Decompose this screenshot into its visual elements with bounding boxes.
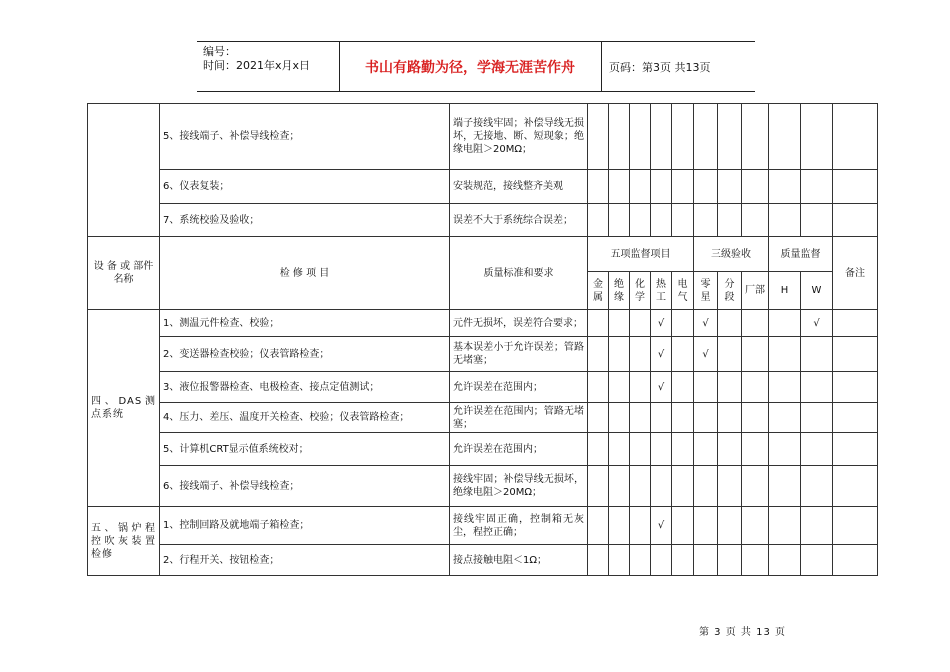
check-cell — [694, 403, 718, 433]
check-cell: √ — [651, 310, 672, 337]
check-cell — [769, 310, 801, 337]
equipment-header: 设 备 或 部件名称 — [88, 237, 160, 310]
subheader-cell: H — [769, 272, 801, 310]
check-cell — [651, 545, 672, 576]
check-cell — [609, 372, 630, 403]
remarks-cell — [833, 204, 878, 237]
check-cell — [742, 170, 769, 204]
standard-cell: 基本误差小于允许误差；管路无堵塞； — [450, 337, 588, 372]
check-cell — [651, 204, 672, 237]
subheader-cell: W — [801, 272, 833, 310]
three-level-header: 三级验收 — [694, 237, 769, 272]
check-cell — [588, 433, 609, 466]
check-cell — [672, 507, 694, 545]
table-row — [88, 403, 878, 433]
check-cell — [694, 433, 718, 466]
remarks-cell — [833, 337, 878, 372]
check-cell — [672, 403, 694, 433]
check-cell — [672, 104, 694, 170]
check-cell — [609, 545, 630, 576]
category-cell-boiler: 五、锅炉程控吹灰装置检修 — [88, 507, 160, 576]
check-cell — [672, 372, 694, 403]
subheader-cell: 化学 — [630, 272, 651, 310]
item-cell: 3、液位报警器检查、电极检查、接点定值测试； — [160, 372, 450, 403]
check-cell — [801, 104, 833, 170]
table-row — [88, 545, 878, 576]
check-cell — [609, 204, 630, 237]
standard-cell: 误差不大于系统综合误差； — [450, 204, 588, 237]
check-cell: √ — [694, 310, 718, 337]
check-cell — [672, 204, 694, 237]
check-cell — [718, 433, 742, 466]
check-cell — [630, 170, 651, 204]
check-cell — [769, 372, 801, 403]
check-cell — [630, 403, 651, 433]
check-cell — [742, 310, 769, 337]
standard-header: 质量标准和要求 — [450, 237, 588, 310]
check-cell — [609, 170, 630, 204]
check-cell — [630, 545, 651, 576]
remarks-cell — [833, 507, 878, 545]
header-divider — [601, 42, 602, 91]
item-cell: 2、行程开关、按钮检查； — [160, 545, 450, 576]
category-cell-das: 四、DAS测点系统 — [88, 310, 160, 507]
subheader-cell: 热工 — [651, 272, 672, 310]
check-cell — [718, 204, 742, 237]
check-cell — [718, 104, 742, 170]
item-cell: 1、测温元件检查、校验； — [160, 310, 450, 337]
header-motto: 书山有路勤为径，学海无涯苦作舟 — [365, 59, 575, 76]
quality-supervision-header: 质量监督 — [769, 237, 833, 272]
check-cell — [588, 204, 609, 237]
check-cell — [672, 337, 694, 372]
check-cell — [742, 466, 769, 507]
check-cell — [588, 507, 609, 545]
check-cell — [588, 104, 609, 170]
item-cell: 6、接线端子、补偿导线检查； — [160, 466, 450, 507]
time-label: 时间：2021年x月x日 — [203, 59, 311, 72]
maintenance-table — [87, 103, 878, 576]
subheader-cell: 绝缘 — [609, 272, 630, 310]
subheader-cell: 零星 — [694, 272, 718, 310]
table-row — [88, 170, 878, 204]
check-cell — [672, 545, 694, 576]
number-label: 编号： — [203, 45, 236, 58]
remarks-cell — [833, 170, 878, 204]
check-cell — [718, 466, 742, 507]
check-cell — [630, 204, 651, 237]
check-cell — [742, 433, 769, 466]
check-cell — [742, 507, 769, 545]
page-code: 页码：第3页 共13页 — [609, 60, 711, 74]
check-cell — [672, 466, 694, 507]
check-cell: √ — [801, 310, 833, 337]
check-cell — [718, 310, 742, 337]
check-cell — [609, 310, 630, 337]
check-cell — [801, 466, 833, 507]
header-row — [88, 237, 878, 272]
table-row — [88, 204, 878, 237]
check-cell: √ — [694, 337, 718, 372]
standard-cell: 允许误差在范围内； — [450, 433, 588, 466]
remarks-cell — [833, 545, 878, 576]
standard-cell: 元件无损坏，误差符合要求； — [450, 310, 588, 337]
check-cell — [588, 310, 609, 337]
item-cell: 6、仪表复装； — [160, 170, 450, 204]
check-cell — [609, 433, 630, 466]
check-cell — [769, 403, 801, 433]
subheader-cell: 电气 — [672, 272, 694, 310]
table-row — [88, 310, 878, 337]
standard-cell: 接线牢固正确，控制箱无灰尘，程控正确； — [450, 507, 588, 545]
check-cell — [694, 507, 718, 545]
check-cell — [801, 507, 833, 545]
check-cell — [630, 310, 651, 337]
check-cell — [718, 507, 742, 545]
check-cell: √ — [651, 337, 672, 372]
check-cell — [588, 337, 609, 372]
check-cell — [694, 466, 718, 507]
subheader-cell: 厂部 — [742, 272, 769, 310]
check-cell — [651, 466, 672, 507]
item-cell: 5、接线端子、补偿导线检查； — [160, 104, 450, 170]
check-cell — [801, 170, 833, 204]
check-cell — [718, 170, 742, 204]
check-cell — [801, 337, 833, 372]
item-cell: 2、变送器检查校验；仪表管路检查； — [160, 337, 450, 372]
standard-cell: 允许误差在范围内； — [450, 372, 588, 403]
check-cell — [694, 545, 718, 576]
check-cell — [651, 170, 672, 204]
table-row — [88, 466, 878, 507]
check-cell — [718, 337, 742, 372]
remarks-cell — [833, 372, 878, 403]
subheader-cell: 金属 — [588, 272, 609, 310]
item-cell: 7、系统校验及验收； — [160, 204, 450, 237]
standard-cell: 接点接触电阻＜1Ω； — [450, 545, 588, 576]
standard-cell: 安装规范，接线整齐美观 — [450, 170, 588, 204]
check-cell — [742, 545, 769, 576]
item-cell: 5、计算机CRT显示值系统校对； — [160, 433, 450, 466]
check-cell — [630, 372, 651, 403]
standard-cell: 允许误差在范围内；管路无堵塞； — [450, 403, 588, 433]
standard-cell: 端子接线牢固；补偿导线无损坏，无接地、断、短现象；绝缘电阻＞20MΩ； — [450, 104, 588, 170]
check-cell — [769, 466, 801, 507]
item-header: 检 修 项 目 — [160, 237, 450, 310]
check-cell — [718, 403, 742, 433]
check-cell — [694, 204, 718, 237]
check-cell — [801, 545, 833, 576]
check-cell — [742, 372, 769, 403]
check-cell — [801, 204, 833, 237]
check-cell — [609, 337, 630, 372]
check-cell — [718, 545, 742, 576]
page-footer: 第 3 页 共 13 页 — [699, 627, 786, 638]
check-cell — [769, 545, 801, 576]
check-cell — [651, 433, 672, 466]
check-cell — [630, 104, 651, 170]
check-cell — [769, 337, 801, 372]
check-cell — [609, 403, 630, 433]
check-cell — [769, 170, 801, 204]
header-meta — [203, 45, 310, 73]
page-header — [197, 41, 755, 92]
check-cell — [742, 104, 769, 170]
check-cell — [609, 507, 630, 545]
remarks-cell — [833, 310, 878, 337]
check-cell — [630, 433, 651, 466]
check-cell — [769, 433, 801, 466]
check-cell — [588, 545, 609, 576]
check-cell — [588, 170, 609, 204]
check-cell — [694, 372, 718, 403]
check-cell — [801, 372, 833, 403]
check-cell: √ — [651, 507, 672, 545]
check-cell — [742, 337, 769, 372]
five-items-header: 五项监督项目 — [588, 237, 694, 272]
check-cell — [742, 403, 769, 433]
check-cell — [651, 403, 672, 433]
item-cell: 1、控制回路及就地端子箱检查； — [160, 507, 450, 545]
table-row — [88, 507, 878, 545]
remarks-cell — [833, 104, 878, 170]
check-cell — [801, 403, 833, 433]
category-cell — [88, 104, 160, 237]
check-cell — [588, 466, 609, 507]
check-cell — [609, 104, 630, 170]
subheader-cell: 分段 — [718, 272, 742, 310]
check-cell — [609, 466, 630, 507]
remarks-header: 备注 — [833, 237, 878, 310]
check-cell — [672, 310, 694, 337]
check-cell — [694, 170, 718, 204]
check-cell — [769, 104, 801, 170]
item-cell: 4、压力、差压、温度开关检查、校验；仪表管路检查； — [160, 403, 450, 433]
table-row — [88, 433, 878, 466]
remarks-cell — [833, 433, 878, 466]
table-row — [88, 337, 878, 372]
check-cell — [742, 204, 769, 237]
check-cell — [694, 104, 718, 170]
check-cell — [769, 204, 801, 237]
remarks-cell — [833, 466, 878, 507]
check-cell — [588, 403, 609, 433]
check-cell — [630, 337, 651, 372]
check-cell — [630, 466, 651, 507]
check-cell — [718, 372, 742, 403]
table-row — [88, 104, 878, 170]
check-cell — [651, 104, 672, 170]
check-cell — [588, 372, 609, 403]
check-cell: √ — [651, 372, 672, 403]
check-cell — [630, 507, 651, 545]
check-cell — [672, 170, 694, 204]
check-cell — [769, 507, 801, 545]
remarks-cell — [833, 403, 878, 433]
standard-cell: 接线牢固；补偿导线无损坏，绝缘电阻＞20MΩ； — [450, 466, 588, 507]
check-cell — [672, 433, 694, 466]
table-row — [88, 372, 878, 403]
check-cell — [801, 433, 833, 466]
